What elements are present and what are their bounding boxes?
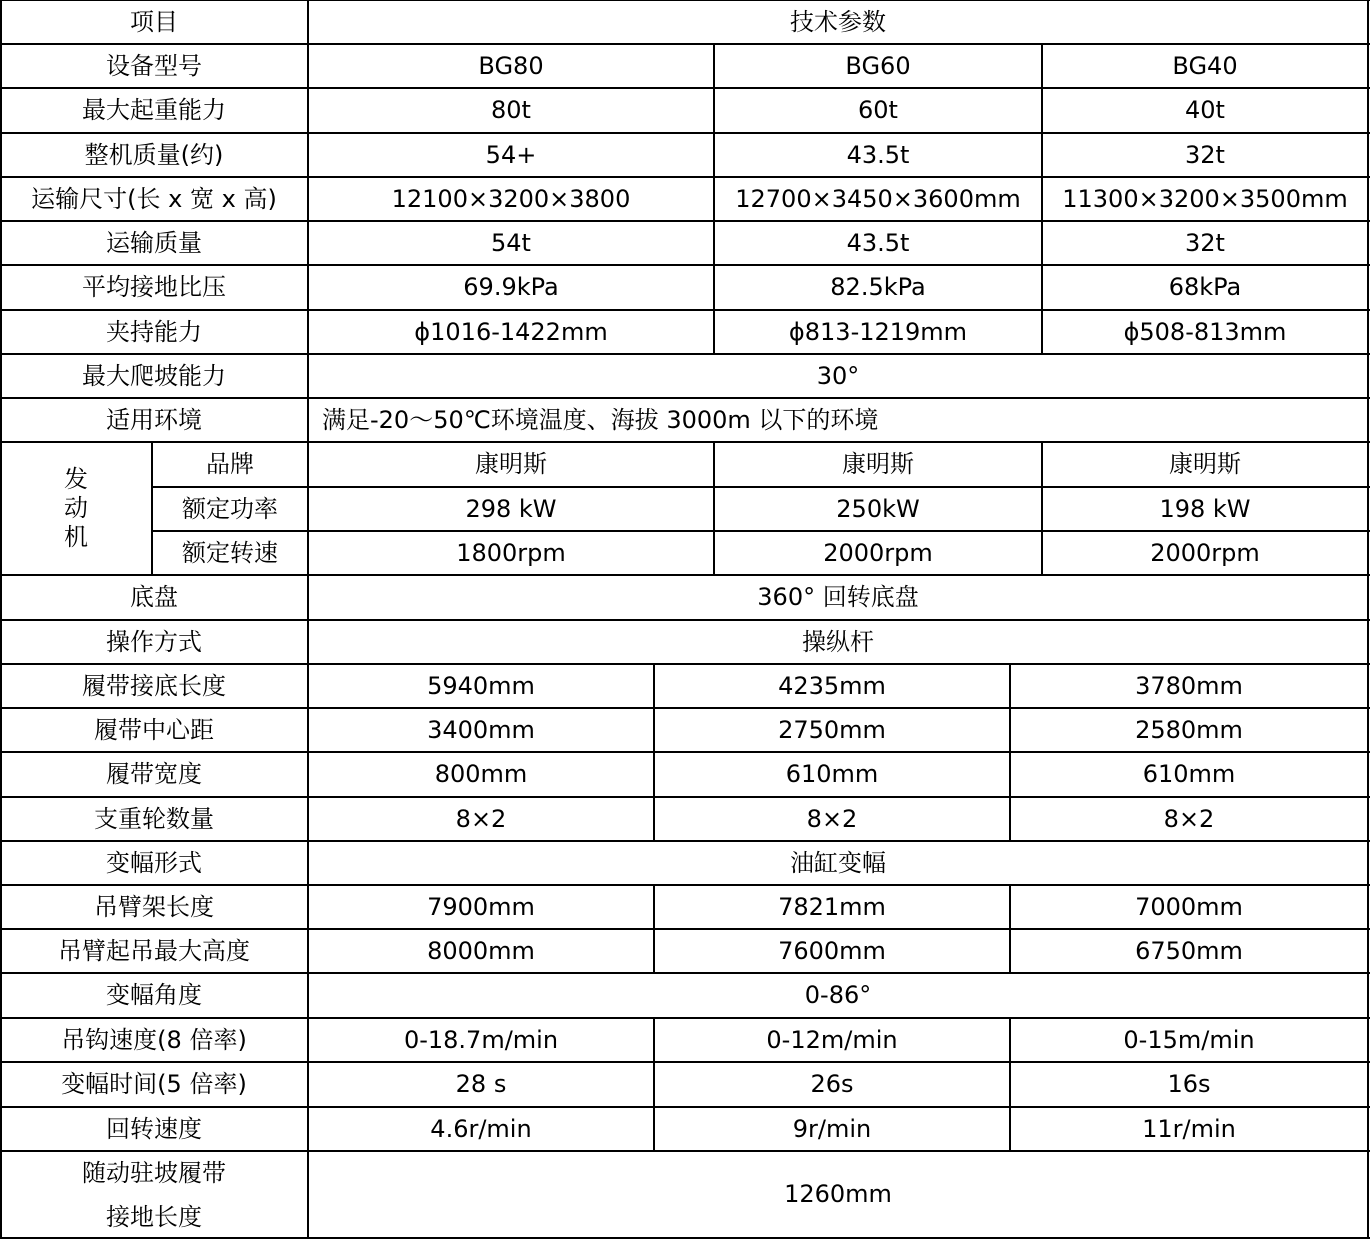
row-value: ϕ508-813mm [1123, 317, 1287, 346]
row-value: 4.6r/min [430, 1114, 532, 1143]
column-divider [653, 1062, 655, 1108]
column-divider [653, 708, 655, 753]
column-divider [713, 221, 715, 266]
row-value: 16s [1167, 1070, 1211, 1099]
row-value: 7600mm [778, 936, 886, 965]
row-value: 7000mm [1135, 892, 1243, 921]
row-divider [152, 530, 1370, 532]
row-value: 43.5t [846, 228, 910, 257]
column-divider [1009, 664, 1011, 709]
column-divider [1041, 88, 1043, 134]
row-label: 适用环境 [106, 405, 202, 434]
row-divider [0, 972, 1370, 974]
column-divider [1009, 752, 1011, 798]
column-divider [653, 1018, 655, 1063]
row-divider [0, 1106, 1370, 1108]
row-value: 800mm [434, 760, 528, 789]
row-divider [0, 796, 1370, 798]
engine-group-label [0, 442, 152, 575]
row-divider [0, 0, 1370, 1]
row-label: 履带接底长度 [82, 671, 226, 700]
row-value: 满足-20～50℃环境温度、海拔 3000m 以下的环境 [322, 405, 879, 434]
column-divider [1041, 44, 1043, 89]
row-divider [0, 176, 1370, 178]
row-label: 回转速度 [106, 1114, 202, 1143]
column-divider [1041, 531, 1043, 576]
row-value: 8×2 [806, 804, 858, 833]
engine-row-value: 康明斯 [475, 450, 547, 479]
row-value: 54t [491, 228, 531, 257]
column-divider [713, 88, 715, 134]
engine-row-label: 额定转速 [182, 538, 278, 567]
row-value: 8×2 [1163, 804, 1215, 833]
row-label: 吊臂架长度 [94, 892, 214, 921]
engine-group-char: 发 [64, 465, 88, 493]
row-value: 54+ [485, 140, 537, 169]
row-divider [0, 309, 1370, 311]
row-divider [0, 1061, 1370, 1063]
row-divider [0, 1237, 1370, 1239]
engine-row-value: 250kW [836, 494, 920, 523]
column-divider [1009, 929, 1011, 974]
row-value: 610mm [785, 760, 879, 789]
engine-row-value: 198 kW [1159, 494, 1251, 523]
row-divider [0, 619, 1370, 621]
column-divider [653, 797, 655, 842]
column-divider [713, 44, 715, 89]
row-value: 0-86° [804, 981, 872, 1010]
column-divider [653, 885, 655, 930]
row-value: 2750mm [778, 715, 886, 744]
row-label: 履带中心距 [94, 715, 214, 744]
row-label: 履带宽度 [106, 760, 202, 789]
row-label: 设备型号 [106, 51, 202, 80]
row-divider [0, 132, 1370, 134]
column-divider [1041, 442, 1043, 488]
column-divider [1009, 885, 1011, 930]
engine-group-char: 机 [64, 523, 88, 551]
column-divider [713, 531, 715, 576]
row-value: 0-18.7m/min [403, 1025, 559, 1054]
column-divider [1041, 133, 1043, 178]
row-value: 9r/min [792, 1114, 872, 1143]
row-label: 吊钩速度(8 倍率) [61, 1025, 247, 1054]
row-label: 夹持能力 [106, 317, 202, 346]
row-value: 32t [1185, 228, 1225, 257]
column-divider [1367, 0, 1369, 1239]
row-divider [0, 840, 1370, 842]
row-divider [0, 220, 1370, 222]
row-value: 11r/min [1142, 1114, 1236, 1143]
column-divider [713, 487, 715, 532]
engine-row-label: 品牌 [206, 450, 254, 479]
row-value: 7821mm [778, 892, 886, 921]
engine-row-label: 额定功率 [182, 494, 278, 523]
engine-group-char: 动 [64, 494, 88, 522]
row-divider [0, 87, 1370, 89]
column-divider [653, 752, 655, 798]
row-divider [0, 43, 1370, 45]
row-value: 操纵杆 [802, 627, 874, 656]
engine-row-value: 1800rpm [456, 538, 566, 567]
row-value: 610mm [1142, 760, 1236, 789]
row-divider [0, 1017, 1370, 1019]
row-value: 69.9kPa [463, 273, 559, 302]
row-value: 7900mm [427, 892, 535, 921]
row-value: 4235mm [778, 671, 886, 700]
column-divider [1041, 265, 1043, 311]
column-divider [653, 1107, 655, 1152]
row-value: ϕ1016-1422mm [414, 317, 608, 346]
column-divider [653, 664, 655, 709]
row-value: 32t [1185, 140, 1225, 169]
column-divider [1009, 797, 1011, 842]
column-divider [713, 177, 715, 222]
column-divider [151, 442, 153, 576]
row-value: 30° [816, 361, 860, 390]
row-value: BG80 [478, 51, 544, 80]
engine-row-value: 298 kW [465, 494, 557, 523]
last-row-label [0, 1151, 308, 1238]
row-divider [0, 574, 1370, 576]
column-divider [1041, 487, 1043, 532]
row-divider [0, 441, 1370, 443]
row-label: 最大起重能力 [82, 96, 226, 125]
last-row-label-line: 接地长度 [106, 1202, 202, 1231]
row-value: 2580mm [1135, 715, 1243, 744]
column-divider [713, 133, 715, 178]
row-value: BG60 [845, 51, 911, 80]
last-row-label-line: 随动驻坡履带 [82, 1158, 226, 1187]
row-value: 0-12m/min [766, 1025, 898, 1054]
engine-row-value: 康明斯 [1169, 450, 1241, 479]
row-value: 80t [491, 96, 531, 125]
row-label: 底盘 [130, 583, 178, 612]
row-value: ϕ813-1219mm [788, 317, 968, 346]
column-divider [1009, 1107, 1011, 1152]
row-divider [0, 663, 1370, 665]
row-value: 11300×3200×3500mm [1062, 184, 1348, 213]
column-divider [653, 929, 655, 974]
row-value: 360° 回转底盘 [757, 583, 919, 612]
column-divider [1009, 1062, 1011, 1108]
column-divider [713, 442, 715, 488]
column-divider [1041, 221, 1043, 266]
column-divider [0, 0, 2, 1239]
row-label: 变幅时间(5 倍率) [61, 1070, 247, 1099]
row-label: 平均接地比压 [82, 273, 226, 302]
row-value: 12100×3200×3800 [391, 184, 631, 213]
row-divider [0, 707, 1370, 709]
row-value: 3780mm [1135, 671, 1243, 700]
row-label: 吊臂起吊最大高度 [58, 936, 250, 965]
row-label: 变幅角度 [106, 981, 202, 1010]
row-divider [0, 884, 1370, 886]
row-value: 油缸变幅 [790, 848, 886, 877]
row-value: 60t [858, 96, 898, 125]
column-divider [1009, 708, 1011, 753]
engine-row-value: 康明斯 [842, 450, 914, 479]
last-row-value: 1260mm [784, 1180, 892, 1209]
row-divider [0, 928, 1370, 930]
row-label: 操作方式 [106, 627, 202, 656]
column-divider [1009, 1018, 1011, 1063]
engine-row-value: 2000rpm [823, 538, 933, 567]
header-params: 技术参数 [790, 7, 886, 36]
row-value: 28 s [455, 1070, 507, 1099]
row-divider [0, 1150, 1370, 1152]
row-divider [0, 397, 1370, 399]
row-label: 运输尺寸(长 x 宽 x 高) [31, 184, 277, 213]
row-value: 5940mm [427, 671, 535, 700]
row-label: 变幅形式 [106, 848, 202, 877]
column-divider [713, 310, 715, 355]
row-value: 68kPa [1168, 273, 1242, 302]
row-value: 6750mm [1135, 936, 1243, 965]
engine-row-value: 2000rpm [1150, 538, 1260, 567]
row-value: 3400mm [427, 715, 535, 744]
column-divider [713, 265, 715, 311]
column-divider [307, 0, 309, 1239]
column-divider [1041, 310, 1043, 355]
row-value: 12700×3450×3600mm [735, 184, 1021, 213]
row-label: 最大爬坡能力 [82, 361, 226, 390]
row-value: BG40 [1172, 51, 1238, 80]
row-value: 82.5kPa [830, 273, 926, 302]
row-divider [0, 751, 1370, 753]
row-divider [0, 264, 1370, 266]
row-divider [152, 486, 1370, 488]
column-divider [1041, 177, 1043, 222]
row-label: 支重轮数量 [94, 804, 214, 833]
row-value: 0-15m/min [1123, 1025, 1255, 1054]
row-divider [0, 353, 1370, 355]
row-value: 40t [1185, 96, 1225, 125]
header-item: 项目 [130, 7, 178, 36]
row-value: 8×2 [455, 804, 507, 833]
row-value: 26s [810, 1070, 854, 1099]
row-value: 8000mm [427, 936, 535, 965]
row-label: 运输质量 [106, 228, 202, 257]
row-label: 整机质量(约) [84, 140, 224, 169]
row-value: 43.5t [846, 140, 910, 169]
